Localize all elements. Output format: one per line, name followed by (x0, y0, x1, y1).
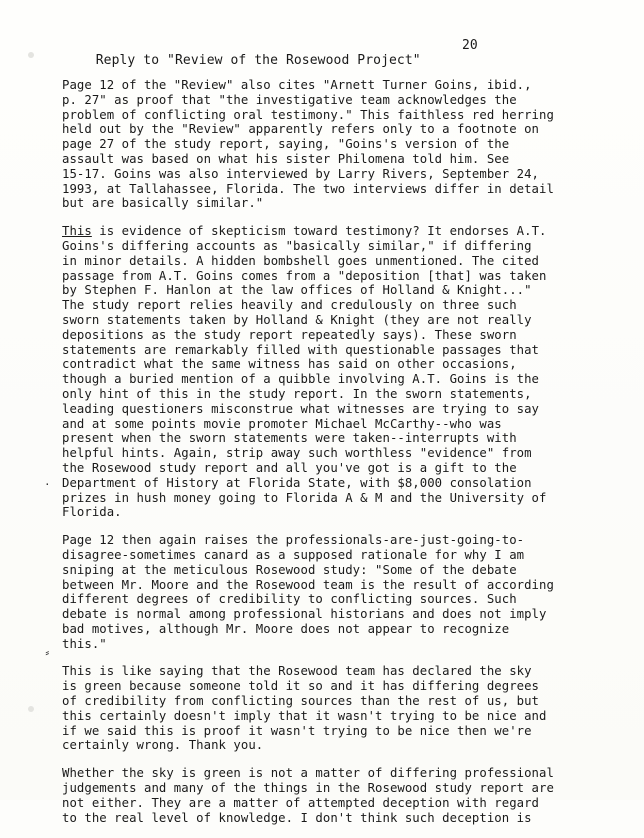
header-title: Reply to "Review of the Rosewood Project" (95, 53, 421, 68)
page-number: 20 (462, 38, 478, 53)
paragraph-4: This is like saying that the Rosewood team has declared the sky is green because someone told it so and it has differing degrees of credibility from conflicting sources than the rest of us, but this certainly doesn't imply that it wasn't trying to be nice and if we said this is proof it wasn't trying to be nice then we're certainly wrong. Thank you. (62, 664, 547, 753)
margin-mark: · (44, 478, 51, 491)
paragraph-3: Page 12 then again raises the professionals-are-just-going-to- disagree-sometimes canard as a supposed rationale for why I am sniping at the meticulous Rosewood study: "Some of the debate between Mr. Moore and the Rosewood team is the result of according different degrees of credibility to conflicting sources. Such debate is normal among professional historians and does not imply bad motives, although Mr. Moore does not appear to recognize this." (62, 533, 554, 651)
punch-hole-mark (28, 52, 34, 58)
emphasis-word: This (62, 224, 92, 239)
margin-mark: ⸗ (44, 646, 51, 659)
paragraph-2 (62, 224, 610, 520)
document-body (62, 78, 610, 838)
punch-hole-mark (28, 706, 34, 712)
paragraph-1: Page 12 of the "Review" also cites "Arnett Turner Goins, ibid., p. 27" as proof that "the investigative team acknowledges the problem of conflicting oral testimony." This faithless red herring held out by the "Review" apparently refers only to a footnote on page 27 of the study report, saying, "Goins's version of the assault was based on what his sister Philomena told him. See 15-17. Goins was also interviewed by Larry Rivers, September 24, 1993, at Tallahassee, Florida. The two interviews differ in detail but are basically similar." (62, 78, 554, 211)
paragraph-2-text: is evidence of skepticism toward testimony? It endorses A.T. Goins's differing accounts as "basically similar," if differing in minor details. A hidden bombshell goes unmentioned. The cited passage from A.T. Goins comes from a "deposition [that] was taken by Stephen F. Hanlon at the law offices of Holland & Knight..." The study report relies heavily and credulously on three such sworn statements taken by Holland & Knight (they are not really depositions as the study report repeatedly says). These sworn statements are remarkably filled with questionable passages that contradict what the same witness has said on other occasions, though a buried mention of a quibble involving A.T. Goins is the only hint of this in the study report. In the sworn statements, leading questioners misconstrue what witnesses are trying to say and at some points movie promoter Michael McCarthy--who was present when the sworn statements were taken--interrupts with helpful hints. Again, strip away such worthless "evidence" from the Rosewood study report and all you've got is a gift to the Department of History at Florida State, with $8,000 consolation prizes in hush money going to Florida A & M and the University of Florida. (62, 224, 547, 520)
paragraph-5: Whether the sky is green is not a matter of differing professional judgements and many of the things in the Rosewood study report are not either. They are a matter of attempted deception with regard to the real level of knowledge. I don't think such deception is (62, 766, 554, 825)
